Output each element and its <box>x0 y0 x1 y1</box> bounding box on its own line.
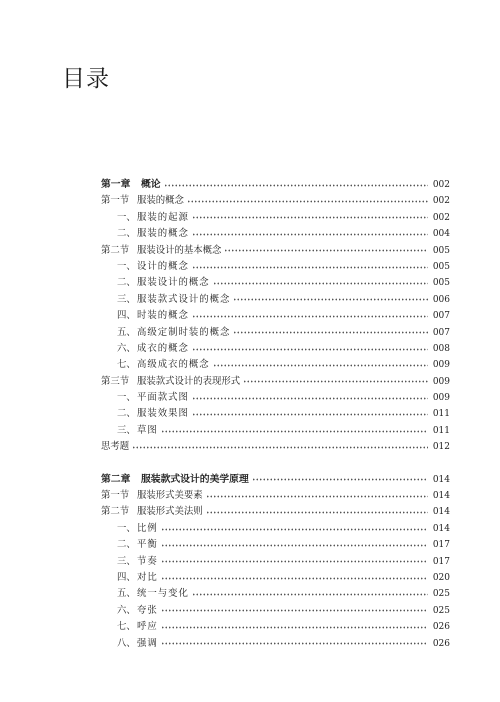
dot-leader <box>192 231 428 237</box>
toc-entry-title: 服装款式设计的美学原理 <box>141 473 249 485</box>
toc-entry-number: 第一章 <box>101 179 131 190</box>
toc-entry-page-number: 017 <box>432 556 450 567</box>
toc-entry-section[interactable] <box>101 504 450 520</box>
dot-leader <box>252 477 428 483</box>
toc-entry-number: 第一节 <box>101 490 130 502</box>
toc-entry-title: 平衡 <box>137 539 158 551</box>
toc-entry-title: 服装形式美法则 <box>137 506 203 518</box>
toc-entry-title: 比例 <box>137 522 158 534</box>
toc-entry-item[interactable] <box>101 537 450 553</box>
toc-entry-page-number: 005 <box>432 278 450 289</box>
toc-entry-page-number: 006 <box>432 294 450 305</box>
toc-entry-title: 服装款式设计的表现形式 <box>137 375 241 387</box>
toc-entry-title: 平面款式图 <box>137 392 189 404</box>
toc-entry-title: 概论 <box>141 179 161 190</box>
toc-entry-number: 三、 <box>117 555 136 567</box>
toc-entry-page-number: 026 <box>432 622 450 633</box>
toc-entry-item[interactable] <box>101 357 450 373</box>
toc-entry-chapter[interactable] <box>101 472 450 488</box>
dot-leader <box>161 641 428 647</box>
dot-leader <box>213 281 428 287</box>
toc-entry-number: 三、 <box>117 424 136 436</box>
toc-entry-number: 二、 <box>117 539 136 551</box>
toc-entry-number: 四、 <box>117 310 136 322</box>
chapter-spacer <box>101 456 450 472</box>
toc-entry-number: 六、 <box>117 342 136 354</box>
toc-entry-item[interactable] <box>101 226 450 242</box>
toc-entry-number: 六、 <box>117 604 136 616</box>
toc-entry-page-number: 005 <box>432 245 450 256</box>
toc-entry-number: 五、 <box>117 326 136 338</box>
toc-entry-item[interactable] <box>101 292 450 308</box>
toc-entry-page-number: 009 <box>432 393 450 404</box>
toc-entry-page-number: 005 <box>432 261 450 272</box>
dot-leader <box>213 362 428 368</box>
toc-entry-page-number: 008 <box>432 343 450 354</box>
toc-entry-item[interactable] <box>101 619 450 635</box>
page-title: 目录 <box>62 66 110 92</box>
toc-entry-title: 夸张 <box>137 604 158 616</box>
toc-entry-title: 服装效果图 <box>137 408 189 420</box>
toc-entry-item[interactable] <box>101 603 450 619</box>
toc-entry-number: 二、 <box>117 228 136 240</box>
toc-entry-title: 强调 <box>137 637 158 649</box>
toc-entry-page-number: 009 <box>432 376 450 387</box>
toc-entry-page-number: 020 <box>432 572 450 583</box>
toc-entry-item[interactable] <box>101 406 450 422</box>
toc-entry-number: 第三节 <box>101 375 130 387</box>
toc-entry-item[interactable] <box>101 341 450 357</box>
dot-leader <box>161 542 428 548</box>
toc-entry-page-number: 011 <box>432 425 450 436</box>
toc-entry-plain[interactable] <box>101 439 450 455</box>
toc-entry-number: 五、 <box>117 588 136 600</box>
toc-entry-item[interactable] <box>101 259 450 275</box>
toc-entry-item[interactable] <box>101 423 450 439</box>
toc-entry-title: 高级成衣的概念 <box>137 359 210 371</box>
toc-entry-number: 二、 <box>117 408 136 420</box>
toc-entry-item[interactable] <box>101 210 450 226</box>
toc-entry-page-number: 009 <box>432 360 450 371</box>
toc-entry-page-number: 014 <box>432 491 450 502</box>
dot-leader <box>132 444 428 450</box>
toc-entry-title: 服装设计的概念 <box>137 277 210 289</box>
toc-entry-item[interactable] <box>101 554 450 570</box>
toc-entry-title: 思考题 <box>101 441 130 453</box>
toc-entry-page-number: 002 <box>432 180 450 190</box>
toc-entry-number: 七、 <box>117 359 136 371</box>
toc-entry-title: 呼应 <box>137 621 158 633</box>
dot-leader <box>206 510 428 516</box>
toc-entry-number: 第二节 <box>101 506 130 518</box>
toc-entry-page-number: 014 <box>432 474 450 485</box>
toc-entry-item[interactable] <box>101 636 450 652</box>
toc-entry-title: 高级定制时装的概念 <box>137 326 231 338</box>
dot-leader <box>192 592 428 598</box>
toc-entry-page-number: 002 <box>432 212 450 223</box>
toc-entry-number: 二、 <box>117 277 136 289</box>
toc-entry-page-number: 026 <box>432 638 450 649</box>
toc-entry-number: 第一节 <box>101 195 130 207</box>
dot-leader <box>187 199 428 205</box>
toc-entry-item[interactable] <box>101 308 450 324</box>
toc-entry-number: 四、 <box>117 571 136 583</box>
toc-entry-item[interactable] <box>101 325 450 341</box>
dot-leader <box>224 248 428 254</box>
toc-entry-title: 服装款式设计的概念 <box>137 293 231 305</box>
dot-leader <box>206 493 428 499</box>
toc-entry-item[interactable] <box>101 275 450 291</box>
toc-entry-item[interactable] <box>101 521 450 537</box>
toc-entry-title: 对比 <box>137 571 158 583</box>
dot-leader <box>192 395 428 401</box>
dot-leader <box>192 264 428 270</box>
toc-entry-page-number: 011 <box>432 409 450 420</box>
toc-entry-title: 统一与变化 <box>137 588 189 600</box>
toc-entry-item[interactable] <box>101 570 450 586</box>
dot-leader <box>192 215 428 221</box>
dot-leader <box>161 526 428 532</box>
toc-entry-section[interactable] <box>101 193 450 209</box>
toc-entry-item[interactable] <box>101 586 450 602</box>
toc-entry-section[interactable] <box>101 488 450 504</box>
toc-entry-page-number: 014 <box>432 523 450 534</box>
toc-entry-section[interactable] <box>101 374 450 390</box>
toc-entry-title: 服装设计的基本概念 <box>137 244 222 256</box>
toc-entry-page-number: 007 <box>432 311 450 322</box>
dot-leader <box>192 412 428 418</box>
toc-entry-page-number: 014 <box>432 507 450 518</box>
toc-entry-title: 成衣的概念 <box>137 342 189 354</box>
dot-leader <box>161 428 428 434</box>
toc-entry-page-number: 017 <box>432 540 450 551</box>
toc-entry-page-number: 007 <box>432 327 450 338</box>
toc-entry-page-number: 025 <box>432 589 450 600</box>
dot-leader <box>161 624 428 630</box>
toc-entry-number: 三、 <box>117 293 136 305</box>
toc-entry-title: 时装的概念 <box>137 310 189 322</box>
toc-entry-title: 设计的概念 <box>137 260 189 272</box>
toc-entry-section[interactable] <box>101 243 450 259</box>
dot-leader <box>161 559 428 565</box>
toc-entry-page-number: 002 <box>432 196 450 207</box>
dot-leader <box>192 313 428 319</box>
dot-leader <box>164 182 428 188</box>
toc-entry-title: 服装的概念 <box>137 228 189 240</box>
toc-entry-number: 一、 <box>117 211 136 223</box>
table-of-contents <box>101 177 450 652</box>
toc-entry-title: 服装的起源 <box>137 211 189 223</box>
toc-entry-number: 一、 <box>117 392 136 404</box>
toc-entry-page-number: 012 <box>432 442 450 453</box>
toc-entry-title: 服装形式美要素 <box>137 490 203 502</box>
toc-entry-page-number: 004 <box>432 229 450 240</box>
toc-entry-number: 第二章 <box>101 473 131 485</box>
toc-entry-title: 草图 <box>137 424 158 436</box>
toc-entry-number: 八、 <box>117 637 136 649</box>
toc-entry-number: 一、 <box>117 260 136 272</box>
toc-entry-number: 七、 <box>117 621 136 633</box>
toc-entry-page-number: 025 <box>432 605 450 616</box>
dot-leader <box>233 330 428 336</box>
toc-entry-number: 一、 <box>117 522 136 534</box>
dot-leader <box>161 608 428 614</box>
toc-entry-title: 节奏 <box>137 555 158 567</box>
toc-entry-number: 第二节 <box>101 244 130 256</box>
toc-entry-chapter[interactable] <box>101 177 450 193</box>
dot-leader <box>161 575 428 581</box>
dot-leader <box>233 297 428 303</box>
toc-entry-item[interactable] <box>101 390 450 406</box>
dot-leader <box>243 379 428 385</box>
dot-leader <box>192 346 428 352</box>
toc-entry-title: 服装的概念 <box>137 195 184 207</box>
